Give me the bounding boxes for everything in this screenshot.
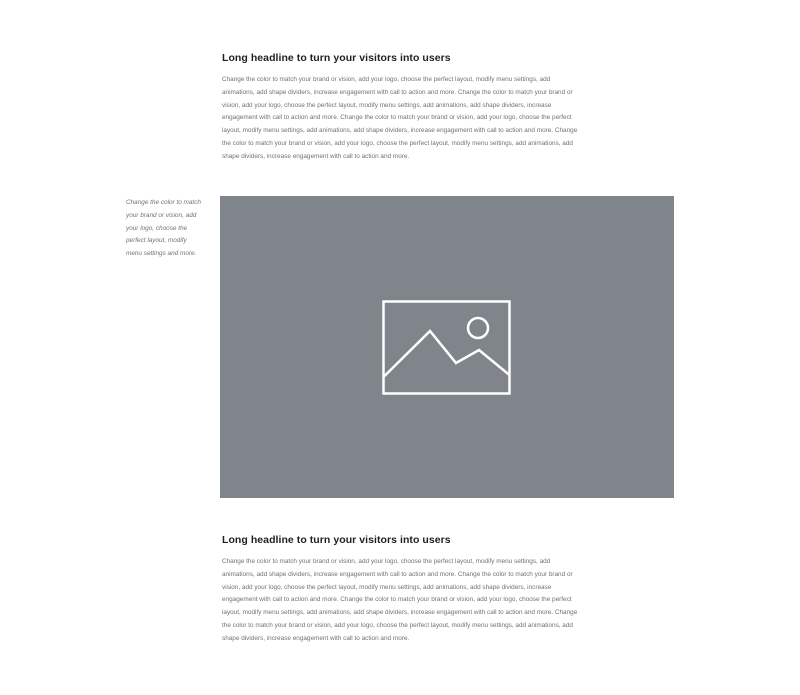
section-body-text: Change the color to match your brand or vision, add your logo, choose the perfect layout, modify menu settings, add animations, add shape dividers, increase engagement with call to action and more. Change the color to match your brand or vision, add your logo, choose the perfect layout, modify menu settings, add animations, add shape dividers, increase engagement with call to action and more. Change the color to match your brand or vision, add your logo, choose the perfect layout, modify menu settings, add animations, add shape dividers, increase engagement with call to action and more. Change the color to match your brand or vision, add your logo, choose the perfect layout, modify menu settings, add animations, add shape dividers, increase engagement with call to action and more.: [222, 558, 578, 642]
image-placeholder-icon: [382, 300, 512, 396]
bottom-text-section: [222, 533, 578, 646]
section-body-text: Change the color to match your brand or vision, add your logo, choose the perfect layout, modify menu settings, add animations, add shape dividers, increase engagement with call to action and more. Change the color to match your brand or vision, add your logo, choose the perfect layout, modify menu settings, add animations, add shape dividers, increase engagement with call to action and more. Change the color to match your brand or vision, add your logo, choose the perfect layout, modify menu settings, add animations, add shape dividers, increase engagement with call to action and more. Change the color to match your brand or vision, add your logo, choose the perfect layout, modify menu settings, add animations, add shape dividers, increase engagement with call to action and more.: [222, 76, 578, 160]
section-headline: Long headline to turn your visitors into users: [222, 534, 451, 546]
section-headline: Long headline to turn your visitors into users: [222, 52, 451, 64]
image-caption: Change the color to match your brand or vision, add your logo, choose the perfect layout, modify menu settings and more.: [126, 199, 201, 258]
image-placeholder: [220, 196, 674, 498]
top-text-section: [222, 51, 578, 164]
